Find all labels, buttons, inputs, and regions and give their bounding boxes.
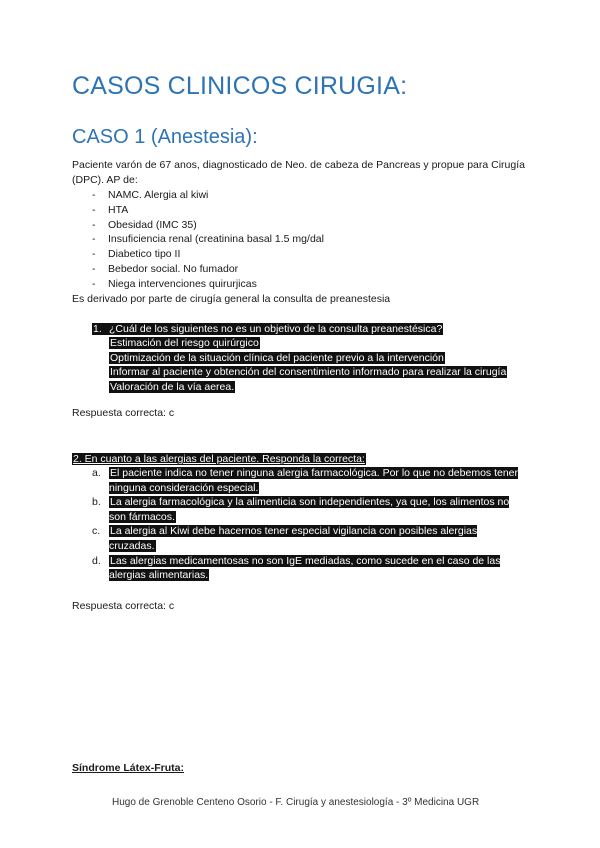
- question-2-options: [92, 466, 522, 583]
- option-letter: a.: [92, 467, 101, 479]
- antecedentes-list: [92, 188, 324, 292]
- list-item: - NAMC. Alergia al kiwi: [92, 188, 324, 203]
- option-c: [92, 365, 507, 380]
- list-item: - Bebedor social. No fumador: [92, 262, 324, 277]
- option-text: La alergia farmacológica y la alimenticia son independientes, ya que, los alimentos no son fármacos.: [109, 496, 510, 523]
- answer-1: Respuesta correcta: c: [72, 407, 175, 419]
- list-item: - HTA: [92, 203, 324, 218]
- case-intro: Paciente varón de 67 anos, diagnosticado de Neo. de cabeza de Pancreas y propue para Cirugía (DPC). AP de:: [72, 159, 525, 186]
- option-b: [92, 495, 522, 524]
- option-letter: a.: [92, 337, 101, 349]
- case-1-heading: CASO 1 (Anestesia):: [72, 126, 258, 148]
- option-letter: b.: [92, 496, 101, 509]
- option-letter: d.: [92, 554, 101, 567]
- page-footer: Hugo de Grenoble Centeno Osorio - F. Cirugía y anestesiología - 3º Medicina UGR: [112, 797, 480, 808]
- list-item: - Niega intervenciones quirurjicas: [92, 277, 324, 292]
- question-number: 1.: [93, 323, 102, 335]
- option-a: [92, 466, 522, 495]
- option-d: [92, 554, 522, 583]
- option-d: [92, 380, 507, 395]
- question-1-options: [92, 336, 507, 394]
- question-2: [72, 452, 366, 466]
- option-text: Las alergias medicamentosas no son IgE mediadas, como sucede en el caso de las alergias alimentarias.: [109, 554, 501, 582]
- option-text: Estimación del riesgo quirúrgico: [110, 337, 259, 349]
- question-text: 2. En cuanto a las alergias del paciente. Responda la correcta:: [73, 453, 365, 465]
- option-text: Valoración de la vía aerea.: [110, 380, 235, 393]
- page-title: CASOS CLINICOS CIRUGIA:: [72, 72, 408, 100]
- list-item: - Diabetico tipo II: [92, 247, 324, 262]
- question-1: [92, 322, 443, 337]
- referral-text: Es derivado por parte de cirugía general la consulta de preanestesia: [72, 293, 391, 305]
- option-text: La alergia al Kiwi debe hacernos tener especial vigilancia con posibles alergias cruzadas.: [109, 525, 478, 552]
- option-text: Informar al paciente y obtención del consentimiento informado para realizar la cirugía: [110, 366, 507, 379]
- list-item: - Obesidad (IMC 35): [92, 218, 324, 233]
- answer-2: Respuesta correcta: c: [72, 600, 175, 612]
- option-letter: c.: [92, 366, 101, 379]
- option-b: [92, 351, 507, 366]
- option-letter: d.: [92, 380, 101, 393]
- option-text: El paciente indica no tener ninguna alergia farmacológica. Por lo que no debemos tener ninguna consideración especial.: [109, 467, 519, 494]
- option-text: Optimización de la situación clínica del paciente previo a la intervención: [110, 351, 444, 364]
- question-text: ¿Cuál de los siguientes no es un objetivo de la consulta preanestésica?: [109, 323, 443, 335]
- option-c: [92, 524, 522, 553]
- list-item: - Insuficiencia renal (creatinina basal 1.5 mg/dal: [92, 232, 324, 247]
- option-letter: b.: [92, 351, 101, 364]
- option-letter: c.: [92, 525, 101, 538]
- section-title: Síndrome Látex-Fruta:: [72, 762, 185, 774]
- option-a: [92, 336, 507, 351]
